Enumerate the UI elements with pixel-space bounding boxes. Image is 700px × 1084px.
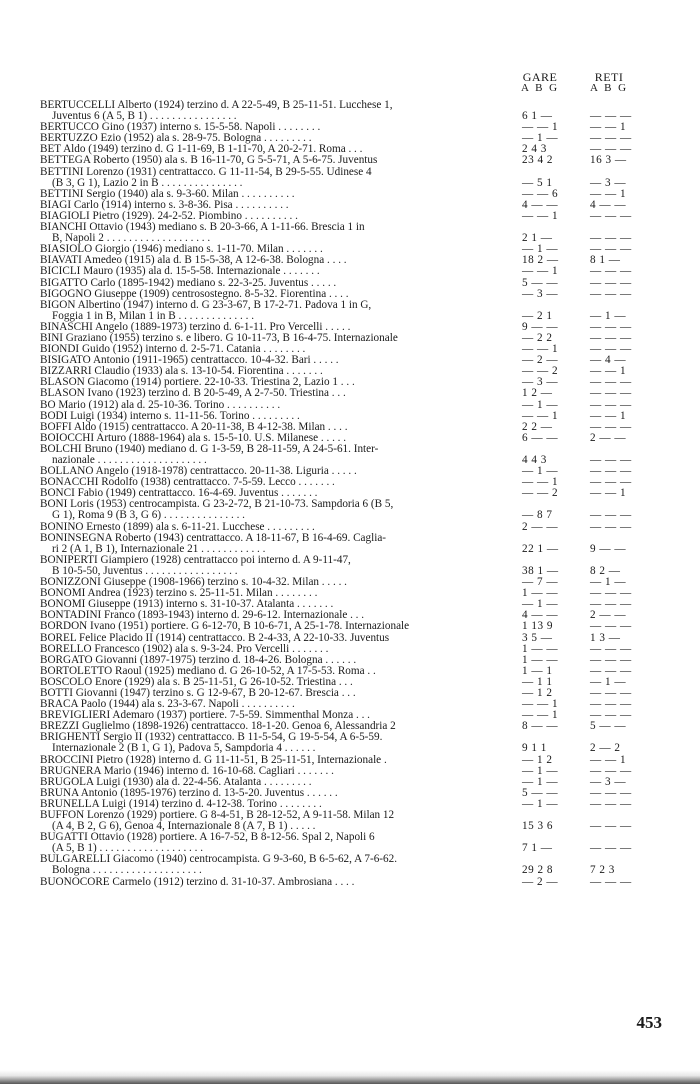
- entry-text: BIGOGNO Giuseppe (1909) centrosostegno. 8-5-32. Fiorentina . . . .: [40, 288, 349, 300]
- player-entry: [40, 854, 662, 876]
- entry-text: BETTINI Sergio (1940) ala s. 9-3-60. Milan . . . . . . . . . .: [40, 188, 295, 200]
- entry-text: BIANCHI Ottavio (1943) mediano s. B 20-3-66, A 1-11-66. Brescia 1 in: [40, 222, 365, 234]
- player-entry: [40, 155, 662, 166]
- gare-values: — — 1: [522, 343, 559, 356]
- entry-text: BERTUZZO Ezio (1952) ala s. 28-9-75. Bologna . . . . . . . . .: [40, 133, 312, 145]
- player-entry: [40, 344, 662, 355]
- player-entry: [40, 488, 662, 499]
- reti-values: 9 — —: [590, 542, 627, 555]
- gare-values: 23 4 2: [522, 154, 553, 167]
- entry-text: BERTUCCO Gino (1937) interno s. 15-5-58. Napoli . . . . . . . .: [40, 122, 321, 134]
- entry-text-continued: (A 4, B 2, G 6), Genoa 4, Internazionale 8 (A 7, B 1) . . . . .: [52, 821, 316, 833]
- gare-values: 22 1 —: [522, 542, 559, 555]
- entry-text: BOFFI Aldo (1915) centrattacco. A 20-11-38, B 4-12-38. Milan . . . .: [40, 421, 348, 433]
- page-bottom-edge: [0, 1070, 700, 1084]
- gare-values: — — 2: [522, 365, 559, 378]
- gare-values: 1 — —: [522, 642, 559, 655]
- reti-values: 2 — —: [590, 609, 627, 622]
- reti-values: 8 2 —: [590, 564, 621, 577]
- reti-values: — — —: [590, 398, 632, 411]
- entry-text: BRIGHENTI Sergio II (1932) centrattacco. B 11-5-54, G 19-5-54, A 6-5-59.: [40, 732, 383, 744]
- reti-values: — — 1: [590, 121, 627, 134]
- player-entry: [40, 300, 662, 322]
- entry-text: BONI Loris (1953) centrocampista. G 23-2-72, B 21-10-73. Sampdoria 6 (B 5,: [40, 499, 394, 511]
- player-entry: [40, 244, 662, 255]
- page-number: 453: [636, 1013, 662, 1032]
- reti-values: — — —: [590, 709, 632, 722]
- reti-values: — — —: [590, 686, 632, 699]
- entry-text: BORTOLETTO Raoul (1925) mediano d. G 26-10-52, A 17-5-53. Roma . .: [40, 665, 376, 677]
- player-entry: [40, 666, 662, 677]
- gare-values: — 1 2: [522, 753, 553, 766]
- player-entry: [40, 366, 662, 377]
- gare-values: — 1 1: [522, 675, 553, 688]
- entry-text-continued: (B 3, G 1), Lazio 2 in B . . . . . . . . . . . . . . .: [52, 177, 243, 189]
- player-entry: [40, 477, 662, 488]
- player-entry: [40, 266, 662, 277]
- player-entry: [40, 222, 662, 244]
- gare-values: — 1 —: [522, 398, 559, 411]
- player-entry: [40, 599, 662, 610]
- gare-values: 6 — —: [522, 431, 559, 444]
- gare-values: 6 1 —: [522, 110, 553, 123]
- reti-values: — — —: [590, 875, 632, 888]
- entry-text: BIAGIOLI Pietro (1929). 24-2-52. Piombino . . . . . . . . . .: [40, 210, 298, 222]
- gare-values: 9 1 1: [522, 742, 547, 755]
- reti-values: 2 — 2: [590, 742, 621, 755]
- reti-values: — — —: [590, 287, 632, 300]
- reti-values: 5 — —: [590, 720, 627, 733]
- entry-text: BIONDI Guido (1952) interno d. 2-5-71. Catania . . . . . . . .: [40, 344, 306, 356]
- gare-values: 15 3 6: [522, 820, 553, 833]
- reti-values: — — —: [590, 343, 632, 356]
- reti-values: — — —: [590, 509, 632, 522]
- reti-values: — — —: [590, 797, 632, 810]
- player-entry: [40, 466, 662, 477]
- entry-text: BOTTI Giovanni (1947) terzino s. G 12-9-67, B 20-12-67. Brescia . . .: [40, 687, 356, 699]
- player-entry: [40, 699, 662, 710]
- player-entry: [40, 832, 662, 854]
- player-entry: [40, 388, 662, 399]
- reti-values: — — —: [590, 587, 632, 600]
- entry-text: BIAVATI Amedeo (1915) ala d. B 15-5-38, A 12-6-38. Bologna . . . .: [40, 255, 347, 267]
- player-entry: [40, 122, 662, 133]
- player-entry: [40, 355, 662, 366]
- player-entry: [40, 255, 662, 266]
- player-entry: [40, 799, 662, 810]
- gare-values: — 1 —: [522, 132, 559, 145]
- player-entry: [40, 377, 662, 388]
- gare-values: 5 — —: [522, 786, 559, 799]
- gare-values: 1 2 —: [522, 387, 553, 400]
- gare-values: — 1 —: [522, 243, 559, 256]
- reti-values: — — —: [590, 420, 632, 433]
- gare-sub-label: A B G: [521, 82, 560, 94]
- gare-values: — — 1: [522, 209, 559, 222]
- player-entry: [40, 289, 662, 300]
- entry-text: BOIOCCHI Arturo (1888-1964) ala s. 15-5-10. U.S. Milanese . . . . .: [40, 432, 347, 444]
- player-entry: [40, 877, 662, 888]
- player-list: [40, 100, 662, 888]
- gare-values: — — 1: [522, 698, 559, 711]
- entry-text: BERTUCCELLI Alberto (1924) terzino d. A 22-5-49, B 25-11-51. Lucchese 1,: [40, 100, 393, 111]
- entry-text: BETTINI Lorenzo (1931) centrattacco. G 11-11-54, B 29-5-55. Udinese 4: [40, 166, 372, 178]
- player-entry: [40, 777, 662, 788]
- player-entry: [40, 732, 662, 754]
- entry-text-continued: Juventus 6 (A 5, B 1) . . . . . . . . . . . . . . . .: [52, 111, 237, 123]
- reti-values: — — 1: [590, 409, 627, 422]
- entry-text: BINI Graziano (1955) terzino s. e libero. G 10-11-73, B 16-4-75. Internazionale: [40, 332, 398, 344]
- player-entry: [40, 189, 662, 200]
- entry-text: BONACCHI Rodolfo (1938) centrattacco. 7-5-59. Lecco . . . . . . .: [40, 477, 335, 489]
- entry-text: BOLCHI Bruno (1940) mediano d. G 1-3-59, B 28-11-59, A 24-5-61. Inter-: [40, 443, 379, 455]
- player-entry: [40, 322, 662, 333]
- player-entry: [40, 766, 662, 777]
- gare-values: — — 6: [522, 187, 559, 200]
- entry-text: BIGON Albertino (1947) interno d. G 23-3-67, B 17-2-71. Padova 1 in G,: [40, 299, 372, 311]
- entry-text: BORDON Ivano (1951) portiere. G 6-12-70, B 10-6-71, A 25-1-78. Internazionale: [40, 621, 410, 633]
- player-entry: [40, 688, 662, 699]
- entry-text: BONCI Fabio (1949) centrattacco. 16-4-69. Juventus . . . . . . .: [40, 488, 318, 500]
- entry-text: BRUNA Antonio (1895-1976) terzino d. 13-5-20. Juventus . . . . . .: [40, 787, 338, 799]
- entry-text-continued: Internazionale 2 (B 1, G 1), Padova 5, Sampdoria 4 . . . . . .: [52, 743, 316, 755]
- reti-values: — — —: [590, 387, 632, 400]
- reti-values: — 1 —: [590, 576, 627, 589]
- entry-text: BODI Luigi (1934) interno s. 11-11-56. Torino . . . . . . . . .: [40, 410, 300, 422]
- reti-values: — — —: [590, 664, 632, 677]
- reti-values: — — 1: [590, 487, 627, 500]
- player-entry: [40, 633, 662, 644]
- gare-values: 1 — 1: [522, 664, 553, 677]
- reti-values: — — —: [590, 143, 632, 156]
- entry-text: BO Mario (1912) ala d. 25-10-36. Torino . . . . . . . . . .: [40, 399, 281, 411]
- gare-values: — 1 2: [522, 686, 553, 699]
- entry-text: BOLLANO Angelo (1918-1978) centrattacco. 20-11-38. Liguria . . . . .: [40, 466, 357, 478]
- reti-values: — — 1: [590, 753, 627, 766]
- gare-values: 2 1 —: [522, 232, 553, 245]
- player-entry: [40, 755, 662, 766]
- player-entry: [40, 610, 662, 621]
- entry-text: BRUGOLA Luigi (1930) ala d. 22-4-56. Atalanta . . . . . . . . .: [40, 776, 312, 788]
- player-entry: [40, 621, 662, 632]
- entry-text: BONTADINI Franco (1893-1943) interno d. 29-6-12. Internazionale . . .: [40, 610, 365, 622]
- gare-values: — — 1: [522, 265, 559, 278]
- gare-values: — — 1: [522, 409, 559, 422]
- reti-header: [590, 72, 628, 94]
- reti-values: 4 — —: [590, 198, 627, 211]
- player-entry: [40, 644, 662, 655]
- reti-values: — — —: [590, 642, 632, 655]
- reti-values: — — —: [590, 786, 632, 799]
- player-entry: [40, 167, 662, 189]
- player-entry: [40, 278, 662, 289]
- entry-text: BRUNELLA Luigi (1914) terzino d. 4-12-38. Torino . . . . . . . .: [40, 798, 322, 810]
- entry-text: BIZZARRI Claudio (1933) ala s. 13-10-54. Fiorentina . . . . . . .: [40, 366, 323, 378]
- gare-values: 9 — —: [522, 320, 559, 333]
- entry-text: BINASCHI Angelo (1889-1973) terzino d. 6-1-11. Pro Vercelli . . . . .: [40, 321, 351, 333]
- gare-values: 2 — —: [522, 520, 559, 533]
- gare-values: — — 1: [522, 709, 559, 722]
- entry-text: BOSCOLO Enore (1929) ala s. B 25-11-51, G 26-10-52. Triestina . . .: [40, 676, 353, 688]
- reti-values: — — —: [590, 653, 632, 666]
- reti-sub-label: A B G: [590, 82, 629, 94]
- player-entry: [40, 400, 662, 411]
- entry-text-continued: nazionale . . . . . . . . . . . . . . . . . . . .: [52, 455, 207, 466]
- reti-label: RETI: [594, 70, 624, 84]
- player-entry: [40, 577, 662, 588]
- reti-values: — — —: [590, 110, 632, 123]
- reti-values: — — —: [590, 265, 632, 278]
- player-entry: [40, 433, 662, 444]
- gare-values: — 3 —: [522, 376, 559, 389]
- gare-values: 7 1 —: [522, 842, 553, 855]
- entry-text: BISIGATO Antonio (1911-1965) centrattacco. 10-4-32. Bari . . . . .: [40, 355, 339, 367]
- entry-text: BONIPERTI Giampiero (1928) centrattacco poi interno d. A 9-11-47,: [40, 554, 351, 566]
- entry-text: BONINSEGNA Roberto (1943) centrattacco. A 18-11-67, B 16-4-69. Caglia-: [40, 532, 387, 544]
- entry-text: BUGATTI Ottavio (1928) portiere. A 16-7-52, B 8-12-56. Spal 2, Napoli 6: [40, 832, 375, 844]
- player-entry: [40, 200, 662, 211]
- gare-header: [521, 72, 559, 94]
- reti-values: — — —: [590, 276, 632, 289]
- reti-values: — 4 —: [590, 354, 627, 367]
- reti-values: — — —: [590, 465, 632, 478]
- reti-values: — — —: [590, 764, 632, 777]
- gare-values: 1 13 9: [522, 620, 553, 633]
- entry-text-continued: ri 2 (A 1, B 1), Internazionale 21 . . . . . . . . . . . .: [52, 543, 266, 555]
- gare-values: — 1 —: [522, 465, 559, 478]
- entry-text: BUFFON Lorenzo (1929) portiere. G 8-4-51, B 28-12-52, A 9-11-58. Milan 12: [40, 810, 395, 821]
- gare-label: GARE: [522, 70, 558, 84]
- gare-values: — 1 —: [522, 764, 559, 777]
- player-entry: [40, 788, 662, 799]
- entry-text: BLASON Giacomo (1914) portiere. 22-10-33. Triestina 2, Lazio 1 . . .: [40, 377, 355, 389]
- gare-values: 3 5 —: [522, 631, 553, 644]
- reti-values: 1 3 —: [590, 631, 621, 644]
- entry-text: BROCCINI Pietro (1928) interno d. G 11-11-51, B 25-11-51, Internazionale .: [40, 754, 387, 766]
- entry-text: BICICLI Mauro (1935) ala d. 15-5-58. Internazionale . . . . . . .: [40, 266, 320, 278]
- reti-values: — — —: [590, 132, 632, 145]
- reti-values: — — —: [590, 520, 632, 533]
- player-entry: [40, 144, 662, 155]
- gare-values: 38 1 —: [522, 564, 559, 577]
- player-entry: [40, 422, 662, 433]
- entry-text-continued: B 10-5-50, Juventus . . . . . . . . . . . . . . . . .: [52, 565, 238, 577]
- reti-values: — — —: [590, 620, 632, 633]
- gare-values: — 1 —: [522, 797, 559, 810]
- reti-values: 16 3 —: [590, 154, 627, 167]
- entry-text: BUONOCORE Carmelo (1912) terzino d. 31-10-37. Ambrosiana . . . .: [40, 876, 355, 888]
- gare-values: 29 2 8: [522, 864, 553, 877]
- gare-values: — 2 —: [522, 354, 559, 367]
- reti-values: — — —: [590, 232, 632, 245]
- entry-text: BRUGNERA Mario (1946) interno d. 16-10-68. Cagliari . . . . . . .: [40, 765, 334, 777]
- gare-values: — 2 1: [522, 309, 553, 322]
- entry-text: BETTEGA Roberto (1950) ala s. B 16-11-70, G 5-5-71, A 5-6-75. Juventus: [40, 155, 378, 167]
- gare-values: 4 4 3: [522, 454, 547, 466]
- player-entry: [40, 533, 662, 555]
- gare-values: — 2 —: [522, 875, 559, 888]
- entry-text: BONINO Ernesto (1899) ala s. 6-11-21. Lucchese . . . . . . . . .: [40, 521, 315, 533]
- entry-text: BIAGI Carlo (1914) interno s. 3-8-36. Pisa . . . . . . . . . .: [40, 199, 289, 211]
- entry-text: BULGARELLI Giacomo (1940) centrocampista. G 9-3-60, B 6-5-62, A 7-6-62.: [40, 854, 397, 866]
- entry-text: BET Aldo (1949) terzino d. G 1-11-69, B 1-11-70, A 20-2-71. Roma . . .: [40, 144, 363, 156]
- entry-text: BIASIOLO Giorgio (1946) mediano s. 1-11-70. Milan . . . . . . .: [40, 244, 323, 256]
- player-entry: [40, 655, 662, 666]
- gare-values: — — 1: [522, 476, 559, 489]
- entry-text: BIGATTO Carlo (1895-1942) mediano s. 22-3-25. Juventus . . . . .: [40, 277, 337, 289]
- reti-values: — — —: [590, 209, 632, 222]
- gare-values: — 7 —: [522, 576, 559, 589]
- player-entry: [40, 133, 662, 144]
- entry-text: BREVIGLIERI Ademaro (1937) portiere. 7-5-59. Simmenthal Monza . . .: [40, 710, 370, 722]
- player-entry: [40, 810, 662, 832]
- gare-values: 4 — —: [522, 609, 559, 622]
- player-entry: [40, 555, 662, 577]
- entry-text: BONOMI Giuseppe (1913) interno s. 31-10-37. Atalanta . . . . . . .: [40, 599, 334, 611]
- reti-values: — — —: [590, 331, 632, 344]
- player-entry: [40, 499, 662, 521]
- gare-values: 18 2 —: [522, 254, 559, 267]
- player-entry: [40, 677, 662, 688]
- entry-text: BONIZZONI Giuseppe (1908-1966) terzino s. 10-4-32. Milan . . . . .: [40, 577, 347, 589]
- entry-text: BRACA Paolo (1944) ala s. 23-3-67. Napoli . . . . . . . . . .: [40, 699, 295, 711]
- player-entry: [40, 721, 662, 732]
- gare-values: 1 — —: [522, 587, 559, 600]
- entry-text: BREZZI Guglielmo (1898-1926) centrattacco. 18-1-20. Genoa 6, Alessandria 2: [40, 721, 396, 733]
- reti-values: — — —: [590, 320, 632, 333]
- reti-values: 7 2 3: [590, 864, 615, 877]
- gare-values: — 1 —: [522, 775, 559, 788]
- reti-values: — — —: [590, 842, 632, 855]
- entry-text: BLASON Ivano (1923) terzino d. B 20-5-49, A 2-7-50. Triestina . . .: [40, 388, 346, 400]
- gare-values: — — 1: [522, 121, 559, 134]
- gare-values: 8 — —: [522, 720, 559, 733]
- entry-text: BORELLO Francesco (1902) ala s. 9-3-24. Pro Vercelli . . . . . . .: [40, 643, 329, 655]
- entry-text: BOREL Felice Placido II (1914) centrattacco. B 2-4-33, A 22-10-33. Juventus: [40, 632, 390, 644]
- gare-values: — 3 —: [522, 287, 559, 300]
- reti-values: — — 1: [590, 187, 627, 200]
- entry-text: BONOMI Andrea (1923) terzino s. 25-11-51. Milan . . . . . . . .: [40, 588, 318, 600]
- entry-text-continued: Foggia 1 in B, Milan 1 in B . . . . . . . . . . . . . .: [52, 310, 255, 322]
- reti-values: — 3 —: [590, 775, 627, 788]
- reti-values: — — —: [590, 476, 632, 489]
- reti-values: 8 1 —: [590, 254, 621, 267]
- gare-values: — 5 1: [522, 176, 553, 189]
- reti-values: — 1 —: [590, 675, 627, 688]
- reti-values: — — 1: [590, 365, 627, 378]
- gare-values: — 1 —: [522, 598, 559, 611]
- gare-values: 2 4 3: [522, 143, 547, 156]
- player-entry: [40, 333, 662, 344]
- reti-values: — 3 —: [590, 176, 627, 189]
- gare-values: 4 — —: [522, 198, 559, 211]
- player-entry: [40, 211, 662, 222]
- reti-values: — — —: [590, 820, 632, 833]
- player-entry: [40, 100, 662, 122]
- gare-values: — 8 7: [522, 509, 553, 522]
- reti-values: — — —: [590, 243, 632, 256]
- gare-values: — 2 2: [522, 331, 553, 344]
- player-entry: [40, 588, 662, 599]
- player-entry: [40, 710, 662, 721]
- gare-values: 5 — —: [522, 276, 559, 289]
- reti-values: — — —: [590, 376, 632, 389]
- entry-text: BORGATO Giovanni (1897-1975) terzino d. 18-4-26. Bologna . . . . . .: [40, 654, 357, 666]
- player-entry: [40, 522, 662, 533]
- gare-values: 1 — —: [522, 653, 559, 666]
- player-entry: [40, 411, 662, 422]
- entry-text-continued: B, Napoli 2 . . . . . . . . . . . . . . . . . . .: [52, 233, 211, 245]
- player-entry: [40, 444, 662, 466]
- reti-values: — — —: [590, 698, 632, 711]
- reti-values: — 1 —: [590, 309, 627, 322]
- entry-text-continued: G 1), Roma 9 (B 3, G 6) . . . . . . . . . . . . . . .: [52, 510, 245, 522]
- gare-values: — — 2: [522, 487, 559, 500]
- reti-values: — — —: [590, 454, 632, 466]
- reti-values: — — —: [590, 598, 632, 611]
- entry-text-continued: Bologna . . . . . . . . . . . . . . . . . . . .: [52, 865, 202, 877]
- entry-text-continued: (A 5, B 1) . . . . . . . . . . . . . . . . . . .: [52, 843, 204, 855]
- reti-values: 2 — —: [590, 431, 627, 444]
- gare-values: 2 2 —: [522, 420, 553, 433]
